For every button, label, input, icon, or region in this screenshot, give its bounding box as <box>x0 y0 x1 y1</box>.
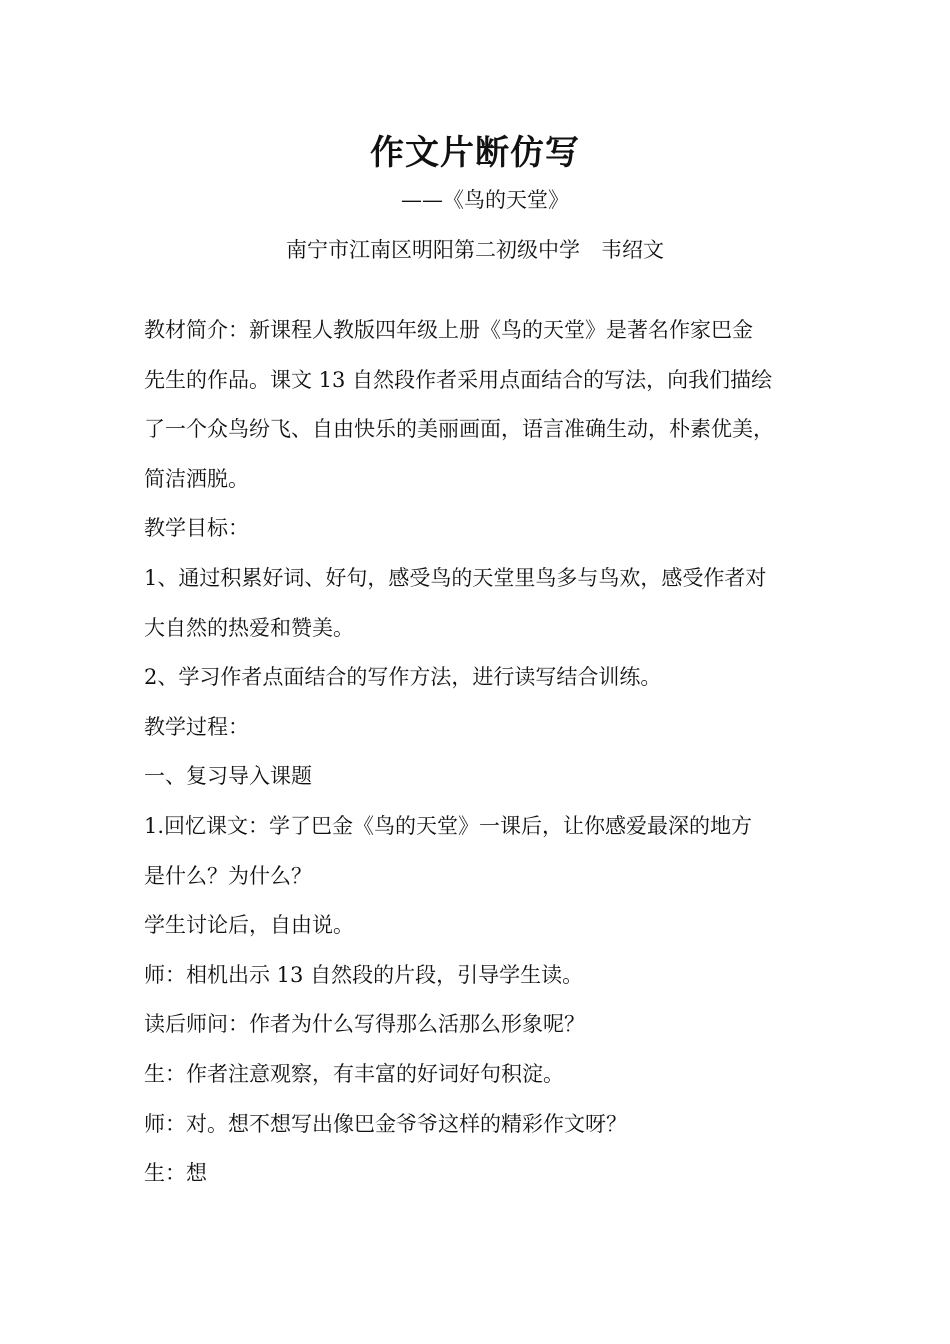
section-heading-objectives: 教学目标： <box>144 516 249 541</box>
body-line: 先生的作品。课文 13 自然段作者采用点面结合的写法，向我们描绘 <box>144 367 773 392</box>
section-heading-process: 教学过程： <box>144 714 249 739</box>
body-line: 生：作者注意观察，有丰富的好词好句积淀。 <box>144 1061 564 1086</box>
body-line: 简洁洒脱。 <box>144 466 249 491</box>
body-line: 师：对。想不想写出像巴金爷爷这样的精彩作文呀？ <box>144 1111 627 1136</box>
body-line: 教材简介：新课程人教版四年级上册《鸟的天堂》是著名作家巴金 <box>144 318 753 342</box>
body-line: 学生讨论后，自由说。 <box>144 913 354 938</box>
body-line: 生：想 <box>144 1161 207 1186</box>
body-line: 了一个众鸟纷飞、自由快乐的美丽画面，语言准确生动，朴素优美， <box>144 417 774 442</box>
author-line: 南宁市江南区明阳第二初级中学 韦绍文 <box>286 238 664 262</box>
body-line: 2、学习作者点面结合的写作方法，进行读写结合训练。 <box>144 665 662 690</box>
body-line: 1.回忆课文：学了巴金《鸟的天堂》一课后，让你感爱最深的地方 <box>144 813 753 838</box>
body-line: 1、通过积累好词、好句，感受鸟的天堂里鸟多与鸟欢，感受作者对 <box>144 565 767 590</box>
body-line: 师：相机出示 13 自然段的片段，引导学生读。 <box>144 962 584 987</box>
document-body <box>144 306 834 1199</box>
body-line: 是什么？为什么？ <box>144 863 312 888</box>
subsection-heading: 一、复习导入课题 <box>144 764 312 789</box>
document-title: 作文片断仿写 <box>370 133 580 173</box>
body-line: 读后师问：作者为什么写得那么活那么形象呢？ <box>144 1012 585 1037</box>
document-subtitle: ——《鸟的天堂》 <box>401 188 569 212</box>
body-line: 大自然的热爱和赞美。 <box>144 615 354 640</box>
